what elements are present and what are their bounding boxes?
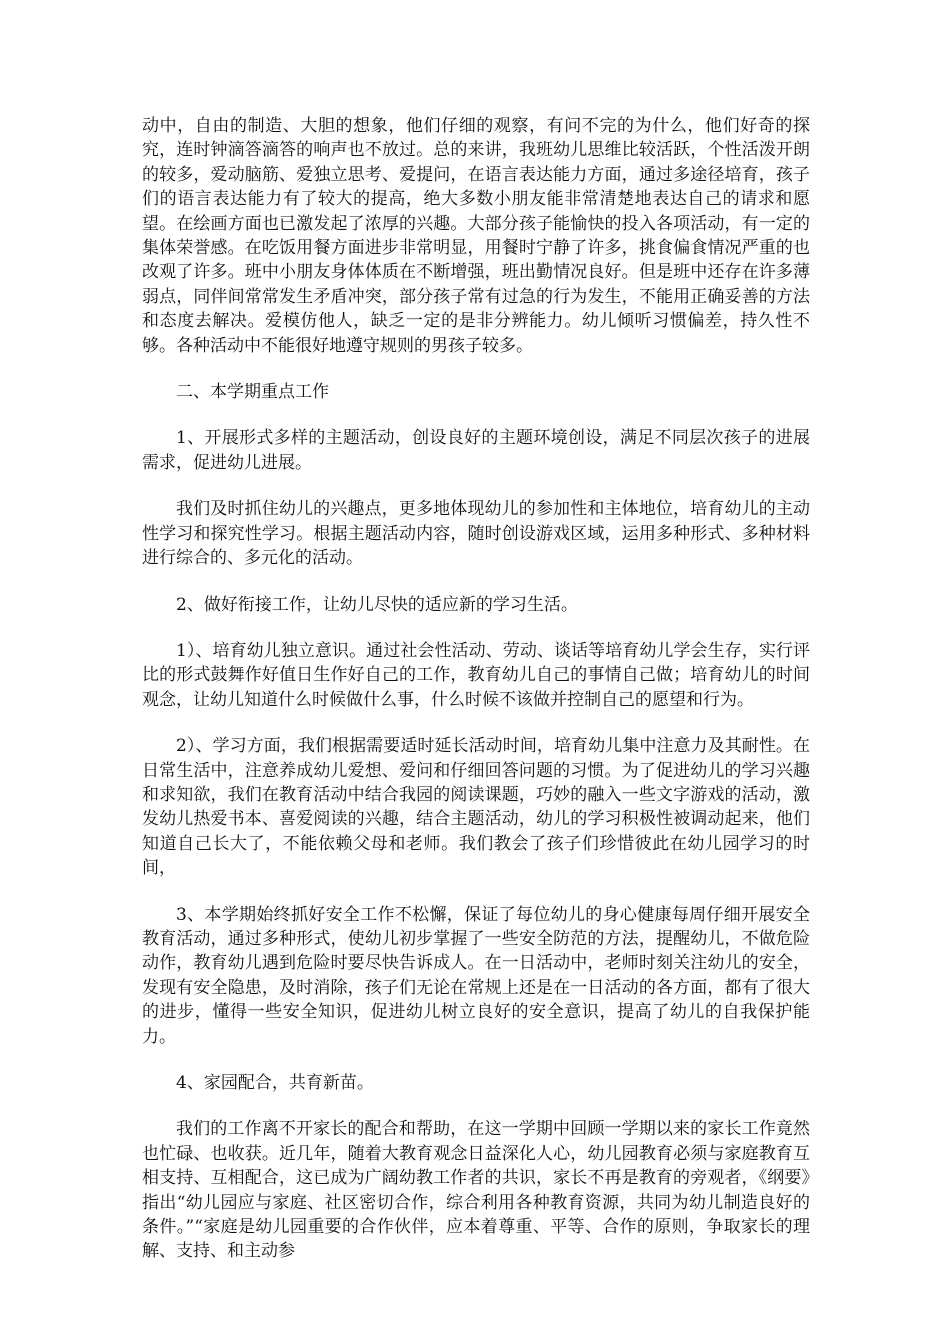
paragraph-class-overview: 动中，自由的制造、大胆的想象，他们仔细的观察，有问不完的为什么，他们好奇的探究，连时钟滴答滴答的响声也不放过。总的来讲，我班幼儿思维比较活跃，个性活泼开朗的较多，爱动脑筋、爱独立思考、爱提问，在语言表达能力方面，通过多途径培育，孩子们的语言表达能力有了较大的提高，绝大多数小朋友能非常清楚地表达自己的请求和愿望。在绘画方面也已激发起了浓厚的兴趣。大部分孩子能愉快的投入各项活动，有一定的集体荣誉感。在吃饭用餐方面进步非常明显，用餐时宁静了许多，挑食偏食情况严重的也改观了许多。班中小朋友身体体质在不断增强，班出勤情况良好。但是班中还存在许多薄弱点，同伴间常常发生矛盾冲突，部分孩子常有过急的行为发生，不能用正确妥善的方法和态度去解决。爱模仿他人，缺乏一定的是非分辨能力。幼儿倾听习惯偏差，持久性不够。各种活动中不能很好地遵守规则的男孩子较多。 [142, 116, 810, 356]
paragraph-item-2-sub-2: 2）、学习方面，我们根据需要适时延长活动时间，培育幼儿集中注意力及其耐性。在日常生活中，注意养成幼儿爱想、爱问和仔细回答问题的习惯。为了促进幼儿的学习兴趣和求知欲，我们在教育活动中结合我园的阅读课题，巧妙的融入一些文字游戏的活动，激发幼儿热爱书本、喜爱阅读的兴趣，结合主题活动，幼儿的学习积极性被调动起来，他们知道自己长大了，不能依赖父母和老师。我们教会了孩子们珍惜彼此在幼儿园学习的时间， [142, 736, 810, 879]
paragraph-item-3: 3、本学期始终抓好安全工作不松懈，保证了每位幼儿的身心健康每周仔细开展安全教育活动，通过多种形式，使幼儿初步掌握了一些安全防范的方法，提醒幼儿，不做危险动作，教育幼儿遇到危险时要尽快告诉成人。在一日活动中，老师时刻关注幼儿的安全，发现有安全隐患，及时消除，孩子们无论在常规上还是在一日活动的各方面，都有了很大的进步，懂得一些安全知识，促进幼儿树立良好的安全意识，提高了幼儿的自我保护能力。 [142, 904, 810, 1047]
paragraph-item-1-detail: 我们及时抓住幼儿的兴趣点，更多地体现幼儿的参加性和主体地位，培育幼儿的主动性学习和探究性学习。根据主题活动内容，随时创设游戏区域，运用多种形式、多种材料进行综合的、多元化的活动。 [142, 499, 810, 569]
paragraph-item-4-detail: 我们的工作离不开家长的配合和帮助，在这一学期中回顾一学期以来的家长工作竟然也忙碌、也收获。近几年，随着大教育观念日益深化人心，幼儿园教育必须与家庭教育互相支持、互相配合，这已成为广阔幼教工作者的共识，家长不再是教育的旁观者，《纲要》指出“幼儿园应与家庭、社区密切合作，综合利用各种教育资源，共同为幼儿制造良好的条件。”“家庭是幼儿园重要的合作伙伴，应本着尊重、平等、合作的原则，争取家长的理解、支持、和主动参 [142, 1119, 810, 1262]
paragraph-item-2: 2、做好衔接工作，让幼儿尽快的适应新的学习生活。 [176, 594, 578, 615]
section-heading-key-work: 二、本学期重点工作 [176, 382, 329, 403]
paragraph-item-4: 4、家园配合，共育新苗。 [176, 1073, 374, 1093]
paragraph-item-2-sub-1: 1）、培育幼儿独立意识。通过社会性活动、劳动、谈话等培育幼儿学会生存，实行评比的形式鼓舞作好值日生作好自己的工作，教育幼儿自己的事情自己做；培育幼儿的时间观念，让幼儿知道什么时候做什么事，什么时候不该做并控制自己的愿望和行为。 [142, 640, 810, 710]
document-body [142, 114, 810, 1286]
paragraph-item-1: 1、开展形式多样的主题活动，创设良好的主题环境创设，满足不同层次孩子的进展需求，促进幼儿进展。 [142, 428, 810, 473]
